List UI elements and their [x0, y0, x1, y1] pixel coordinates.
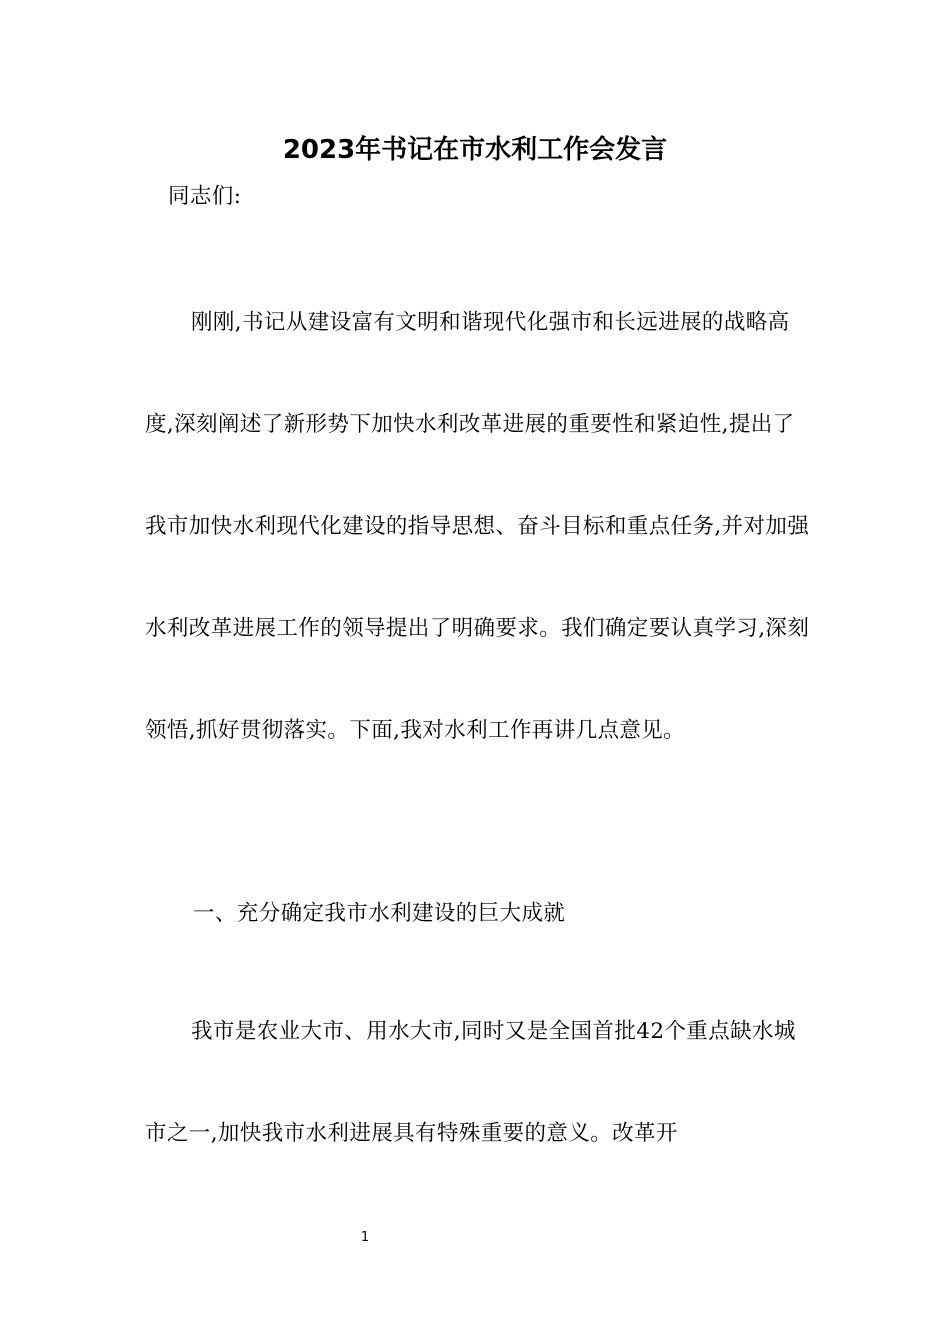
paragraph-2: 我市是农业大市、用水大市,同时又是全国首批42个重点缺水城市之一,加快我市水利进展具有特殊重要的意义。改革开	[145, 1019, 796, 1146]
paragraph-1: 刚刚,书记从建设富有文明和谐现代化强市和长远进展的战略高度,深刻阐述了新形势下加快水利改革进展的重要性和紧迫性,提出了我市加快水利现代化建设的指导思想、奋斗目标和重点任务,并对加强水利改革进展工作的领导提出了明确要求。我们确定要认真学习,深刻领悟,抓好贯彻落实。下面,我对水利工作再讲几点意见。	[145, 310, 810, 743]
salutation: 同志们:	[168, 184, 242, 209]
section-heading: 一、充分确定我市水利建设的巨大成就	[193, 901, 566, 926]
document-title: 2023年书记在市水利工作会发言	[282, 135, 668, 165]
page-number: 1	[360, 1230, 370, 1245]
